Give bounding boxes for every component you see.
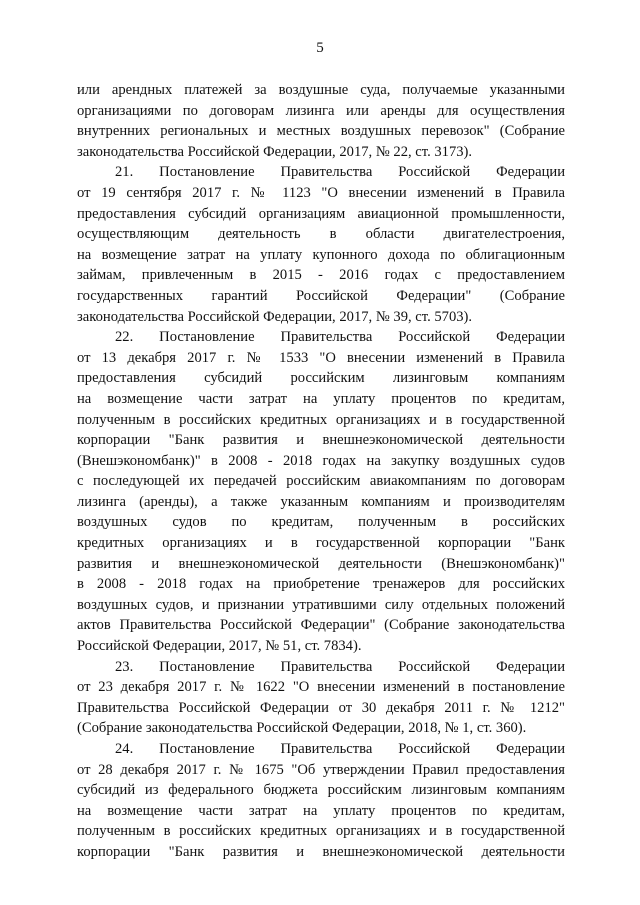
text-line: 22. Постановление Правительства Российской Федерации: [115, 329, 565, 346]
text-line: (Собрание законодательства Российской Федерации, 2018, № 1, ст. 360).: [77, 720, 527, 737]
text-line: предоставления субсидий российским лизинговым компаниям: [77, 370, 565, 387]
text-line: организациями по договорам лизинга или аренды для осуществления: [77, 102, 565, 119]
text-line: внутренних региональных и местных воздушных перевозок" (Собрание: [77, 123, 565, 140]
text-line: на возмещение затрат на уплату купонного дохода по облигационным: [77, 246, 565, 263]
text-line: предоставления субсидий организациям авиационной промышленности,: [77, 205, 565, 222]
text-line: 24. Постановление Правительства Российской Федерации: [115, 741, 565, 757]
text-line: (Внешэкономбанк)" в 2008 - 2018 годах на закупку воздушных судов: [77, 452, 565, 469]
text-line: актов Правительства Российской Федерации" (Собрание законодательства: [77, 617, 565, 634]
text-line: от 23 декабря 2017 г. № 1622 "О внесении изменений в постановление: [77, 679, 565, 696]
text-line: от 28 декабря 2017 г. № 1675 "Об утверждении Правил предоставления: [77, 761, 565, 778]
text-line: полученным в российских кредитных организациях и в государственной: [77, 823, 565, 840]
text-line: законодательства Российской Федерации, 2017, № 22, ст. 3173).: [77, 143, 473, 160]
text-line: от 19 сентября 2017 г. № 1123 "О внесении изменений в Правила: [77, 184, 565, 201]
text-line: корпорации "Банк развития и внешнеэкономической деятельности: [77, 432, 565, 449]
text-line: развития и внешнеэкономической деятельности (Внешэкономбанк)": [77, 555, 565, 572]
text-line: субсидий из федерального бюджета российским лизинговым компаниям: [77, 782, 565, 799]
text-line: осуществляющим деятельность в области двигателестроения,: [77, 226, 565, 243]
text-line: воздушных судов по кредитам, полученным в российских: [77, 514, 565, 531]
text-line: Российской Федерации, 2017, № 51, ст. 7834).: [77, 638, 362, 655]
text-line: полученным в российских кредитных организациях и в государственной: [77, 411, 565, 428]
text-line: с последующей их передачей российским авиакомпаниям по договорам: [77, 473, 565, 490]
text-line: законодательства Российской Федерации, 2017, № 39, ст. 5703).: [77, 308, 473, 325]
text-line: 23. Постановление Правительства Российской Федерации: [115, 658, 565, 675]
text-line: кредитных организациях и в государственной корпорации "Банк: [77, 535, 565, 552]
text-line: от 13 декабря 2017 г. № 1533 "О внесении изменений в Правила: [77, 349, 565, 366]
text-line: Правительства Российской Федерации от 30 декабря 2011 г. № 1212": [77, 699, 565, 716]
document-body: [77, 80, 565, 863]
text-line: корпорации "Банк развития и внешнеэкономической деятельности: [77, 843, 565, 860]
text-line: воздушных судов, и признании утратившими силу отдельных положений: [77, 596, 565, 613]
text-line: в 2008 - 2018 годах на приобретение тренажеров для российских: [77, 576, 565, 593]
text-line: на возмещение части затрат на уплату процентов по кредитам,: [77, 802, 565, 819]
text-line: лизинга (аренды), а также указанным компаниям и производителям: [77, 493, 565, 510]
page-number: 5: [316, 40, 324, 56]
text-line: на возмещение части затрат на уплату процентов по кредитам,: [77, 390, 565, 407]
text-line: займам, привлеченным в 2015 - 2016 годах с предоставлением: [77, 267, 565, 284]
text-line: или арендных платежей за воздушные суда, получаемые указанными: [77, 82, 565, 98]
text-line: государственных гарантий Российской Федерации" (Собрание: [77, 287, 565, 304]
text-line: 21. Постановление Правительства Российской Федерации: [115, 164, 565, 181]
